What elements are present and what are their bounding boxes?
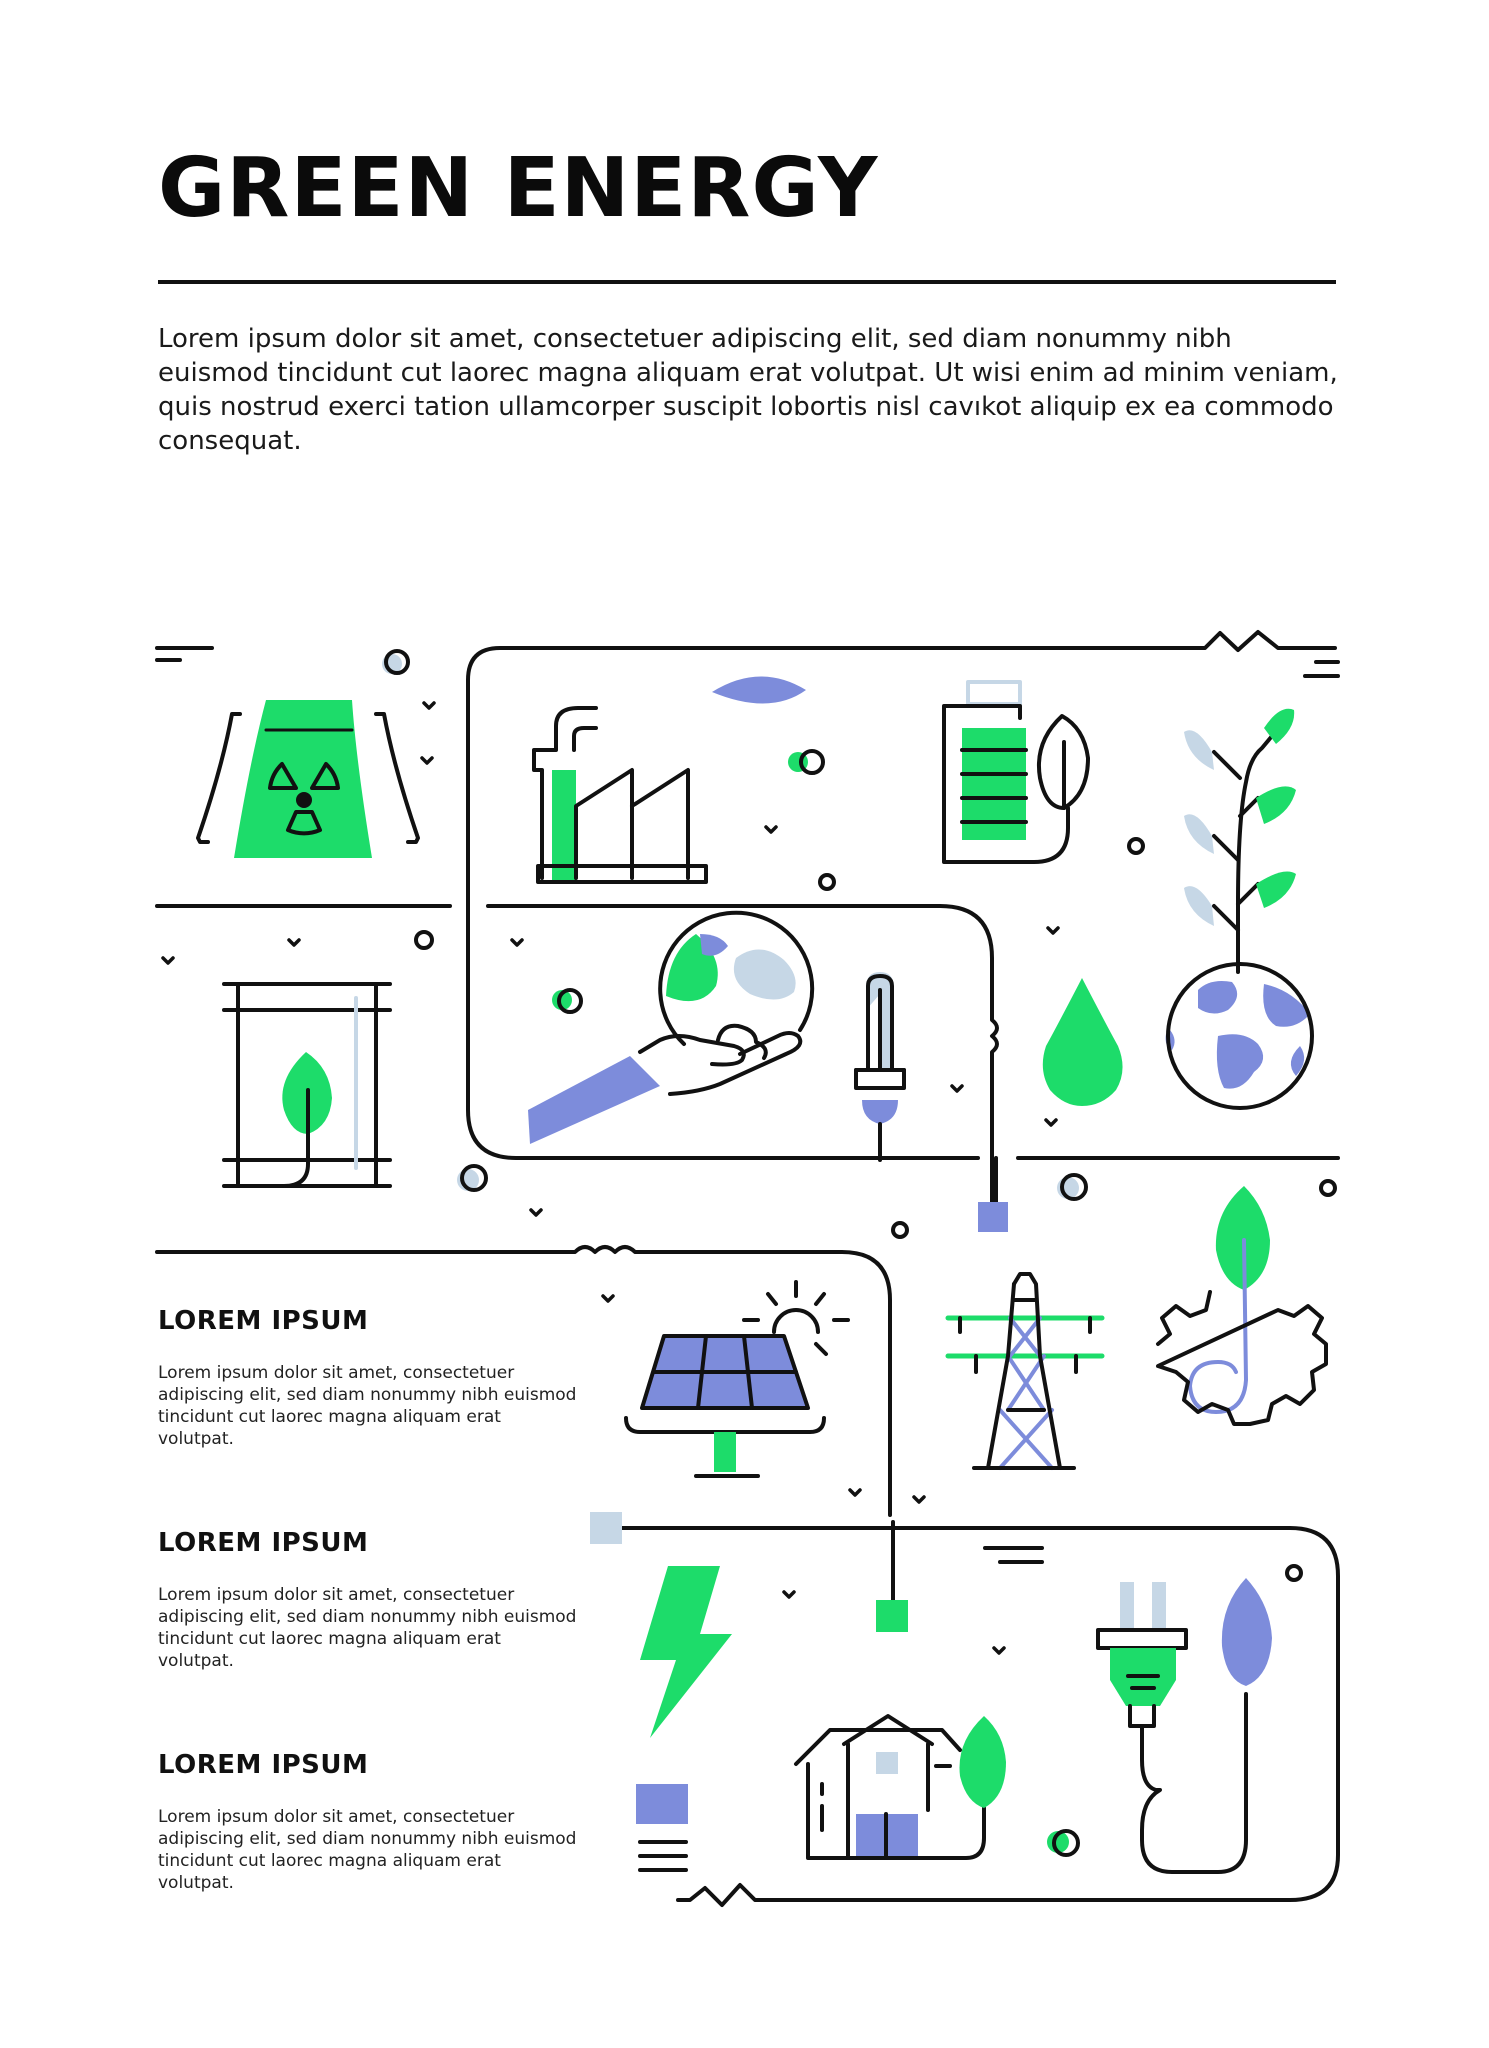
growing-plant-icon xyxy=(1184,709,1296,972)
globe-in-hand-icon xyxy=(528,913,812,1144)
gear-sprout-icon xyxy=(1158,1186,1326,1424)
info-body-3: Lorem ipsum dolor sit amet, consectetuer adipiscing elit, sed diam nonummy nibh euismod tincidunt cut laorec magna aliquam erat volutpat. xyxy=(158,1807,577,1893)
info-heading-3: LOREM IPSUM xyxy=(158,1750,369,1780)
earth-globe-icon xyxy=(1166,964,1312,1108)
page-title: GREEN ENERGY xyxy=(158,141,879,236)
cfl-bulb-icon xyxy=(856,972,904,1160)
info-heading-1: LOREM IPSUM xyxy=(158,1306,369,1336)
solar-panel-icon xyxy=(626,1282,848,1476)
nuclear-plant-icon xyxy=(198,700,418,858)
eco-battery-icon xyxy=(944,682,1088,862)
eco-house-icon xyxy=(796,1716,1006,1858)
power-plug-icon xyxy=(1098,1578,1272,1872)
factory-leaf-icon xyxy=(534,676,806,882)
lightning-bolt-icon xyxy=(640,1566,732,1738)
intro-paragraph: Lorem ipsum dolor sit amet, consectetuer adipiscing elit, sed diam nonummy nibh euismod tincidunt cut laorec magna aliquam erat volutpat. Ut wisi enim ad minim veniam, quis nostrud exerci tation ullamcorper suscipit lobortis nisl cavıkot aliquip ex ea commodo consequat. xyxy=(158,324,1338,456)
info-body-2: Lorem ipsum dolor sit amet, consectetuer adipiscing elit, sed diam nonummy nibh euismod tincidunt cut laorec magna aliquam erat volutpat. xyxy=(158,1585,577,1671)
info-heading-2: LOREM IPSUM xyxy=(158,1528,369,1558)
info-body-1: Lorem ipsum dolor sit amet, consectetuer adipiscing elit, sed diam nonummy nibh euismod tincidunt cut laorec magna aliquam erat volutpat. xyxy=(158,1363,577,1449)
power-tower-icon xyxy=(948,1274,1102,1468)
water-drop-icon xyxy=(1043,978,1123,1106)
eco-barrel-icon xyxy=(224,984,390,1186)
